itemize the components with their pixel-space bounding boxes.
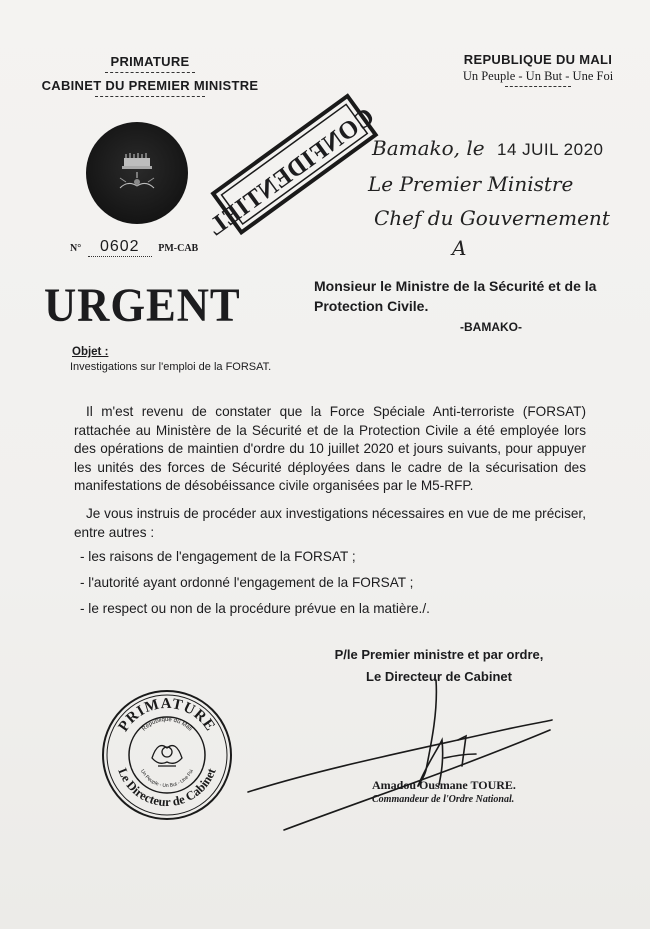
cabinet-label: CABINET DU PREMIER MINISTRE [41,78,259,93]
sender-subtitle: Chef du Gouvernement [374,206,610,230]
ref-suffix: PM-CAB [158,243,199,254]
signer-name: Amadou Ousmane TOURE. [372,778,516,792]
signature-line-1: P/le Premier ministre et par ordre, [334,647,544,662]
divider [95,96,205,100]
urgent-label: URGENT [44,279,241,332]
country-name: REPUBLIQUE DU MALI [463,52,613,67]
signature-line-2: Le Directeur de Cabinet [366,669,512,684]
svg-text:PRIMATURE: PRIMATURE [115,695,219,735]
mali-coat-of-arms-icon [86,122,188,224]
addressee: Monsieur le Ministre de la Sécurité et de la Protection Civile. [314,278,597,314]
body-paragraph-2: Je vous instruis de procéder aux investigations nécessaires en vue de me préciser, entre autres : [74,506,586,540]
date-prefix: Bamako, le [372,136,485,160]
subject-label: Objet : [72,346,109,358]
list-item: - l'autorité ayant ordonné l'engagement de la FORSAT ; [80,575,414,590]
sender-title: Le Premier Ministre [368,172,574,196]
addressee-city: -BAMAKO- [460,320,522,334]
divider [505,86,571,87]
handwritten-signature [244,670,574,840]
primature-label: PRIMATURE [110,54,190,69]
ref-prefix: N° [70,243,82,254]
reference-number [70,238,198,257]
svg-text:Un Peuple - Un But - Une Foi: Un Peuple - Un But - Une Foi [139,768,195,790]
svg-text:Le Directeur de Cabinet: Le Directeur de Cabinet [115,766,219,810]
date-line [372,136,603,160]
list-item: - les raisons de l'engagement de la FORSAT ; [80,549,356,564]
body-paragraph-1: Il m'est revenu de constater que la Force Spéciale Anti-terroriste (FORSAT) rattachée au Ministère de la Sécurité et de la Protection Civile a été employée lors des opérations de maintien d'ordre du 10 juillet 2020 et jours suivants, pour appuyer les unités des forces de Sécurité déployées dans le cadre de la sécurisation des manifestations de désobéissance civile organisées par le M5-RFP. [74,404,586,493]
sender-to: A [452,236,467,260]
list-item: - le respect ou non de la procédure prévue en la matière./. [80,601,430,616]
subject-text: Investigations sur l'emploi de la FORSAT. [70,361,272,373]
svg-text:République du Mali: République du Mali [141,716,193,733]
date-value: 14 JUIL 2020 [496,140,604,159]
country-motto: Un Peuple - Un But - Une Foi [462,69,614,83]
official-seal-icon [100,688,234,822]
signer-title: Commandeur de l'Ordre National. [372,794,515,805]
ref-number: 0602 [88,238,152,257]
confidential-stamp-text: CONFIDENTIEL [202,102,380,242]
country-header [438,52,638,87]
